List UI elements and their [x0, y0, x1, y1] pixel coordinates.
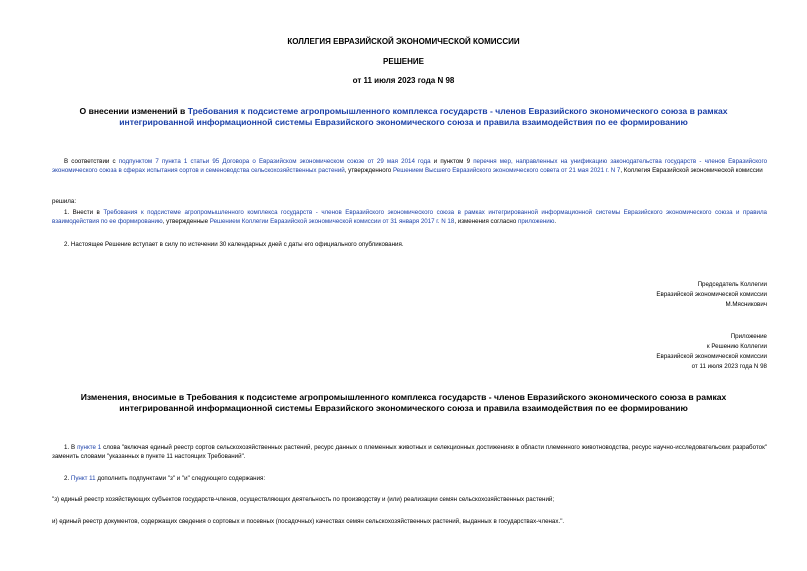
signature-position: Председатель Коллегии — [697, 281, 767, 288]
council-decision-link[interactable]: Решением Высшего Евразийского экономического совета от 21 мая 2021 г. N 7 — [392, 167, 621, 174]
item-1-text-4: . — [554, 218, 557, 225]
title-link[interactable]: Требования к подсистеме агропромышленного комплекса государств - членов Евразийского экономического союза в рамках интегрированной информационной системы Евразийского экономического союза и правила взаимодействия по ее формированию — [119, 106, 728, 127]
document-title — [62, 106, 745, 128]
item-1-text-1: 1. Внести в — [64, 209, 104, 216]
change-1-paragraph — [52, 443, 767, 461]
subpoint-i: и) единый реестр документов, содержащих сведения о сортовых и посевных (посадочных) качествах семян сельскохозяйственных растений, выданных в государствах-членах.". — [52, 518, 565, 525]
change-1-text-1: 1. В — [64, 444, 78, 451]
appendix-ref-2: Евразийской экономической комиссии — [656, 353, 767, 360]
change-1-text-2: слова "включая единый реестр сортов сельскохозяйственных растений, ресурс данных о племенных животных и селекционных достижениях в области племенного животноводства, ресурс научно-исследовательских разработок" заменить словами "указанных в пункте 11 настоящих Требований". — [52, 444, 767, 460]
signature-name: М.Мясникович — [725, 301, 767, 308]
signature-organization: Евразийской экономической комиссии — [656, 291, 767, 298]
document-date-number: от 11 июля 2023 года N 98 — [352, 76, 455, 85]
document-type: РЕШЕНИЕ — [383, 57, 424, 66]
board-decision-link[interactable]: Решением Коллегии Евразийской экономической комиссии от 31 января 2017 г. N 18 — [209, 218, 455, 225]
changes-title: Изменения, вносимые в Требования к подсистеме агропромышленного комплекса государств - членов Евразийского экономического союза в рамках интегрированной информационной системы Евразийского экономического союза и правила взаимодействия по ее формированию — [80, 392, 727, 413]
signature-block — [567, 280, 767, 310]
preamble-text-1: В соответствии с — [64, 158, 119, 165]
point-1-link[interactable]: пункте 1 — [77, 444, 102, 451]
item-2-paragraph: 2. Настоящее Решение вступает в силу по истечении 30 календарных дней с даты его официального опубликования. — [64, 241, 404, 248]
preamble-paragraph — [52, 157, 767, 175]
measures-list-link[interactable]: перечня мер, направленных на унификацию законодательства государств - членов Евразийского экономического союза в сферах испытания сортов и семеноводства сельскохозяйственных растений — [52, 158, 768, 174]
item-1-text-3: , изменения согласно — [454, 218, 518, 225]
item-1-paragraph — [52, 208, 767, 226]
point-11-link[interactable]: Пункт 11 — [70, 475, 96, 482]
change-2-paragraph — [52, 474, 767, 483]
appendix-ref-1: к Решению Коллегии — [706, 343, 767, 350]
subpoint-z: "з) единый реестр хозяйствующих субъектов государств-членов, осуществляющих деятельность по производству и (или) реализации семян сельскохозяйственных растений; — [52, 496, 555, 503]
appendix-block — [567, 332, 767, 372]
preamble-text-2: и пунктом 9 — [430, 158, 474, 165]
preamble-text-4: , Коллегия Евразийской экономической комиссии — [620, 167, 763, 174]
change-2-text: дополнить подпунктами "з" и "и" следующего содержания: — [95, 475, 266, 482]
appendix-link[interactable]: приложению — [518, 218, 555, 225]
requirements-link[interactable]: Требования к подсистеме агропромышленного комплекса государств - членов Евразийского экономического союза в рамках интегрированной информационной системы Евразийского экономического союза и правила взаимодействия по ее формированию — [52, 209, 768, 225]
appendix-date: от 11 июля 2023 года N 98 — [691, 363, 767, 370]
resolved-label: решила: — [52, 198, 77, 205]
title-prefix: О внесении изменений в — [79, 106, 188, 116]
appendix-label: Приложение — [730, 333, 767, 340]
item-1-text-2: , утвержденные — [162, 218, 210, 225]
treaty-link[interactable]: подпунктом 7 пункта 1 статьи 95 Договора о Евразийском экономическом союзе от 29 мая 2014 года — [118, 158, 431, 165]
preamble-text-3: , утвержденного — [344, 167, 393, 174]
change-2-number: 2. — [64, 475, 71, 482]
organization-heading: КОЛЛЕГИЯ ЕВРАЗИЙСКОЙ ЭКОНОМИЧЕСКОЙ КОМИССИИ — [287, 37, 520, 46]
